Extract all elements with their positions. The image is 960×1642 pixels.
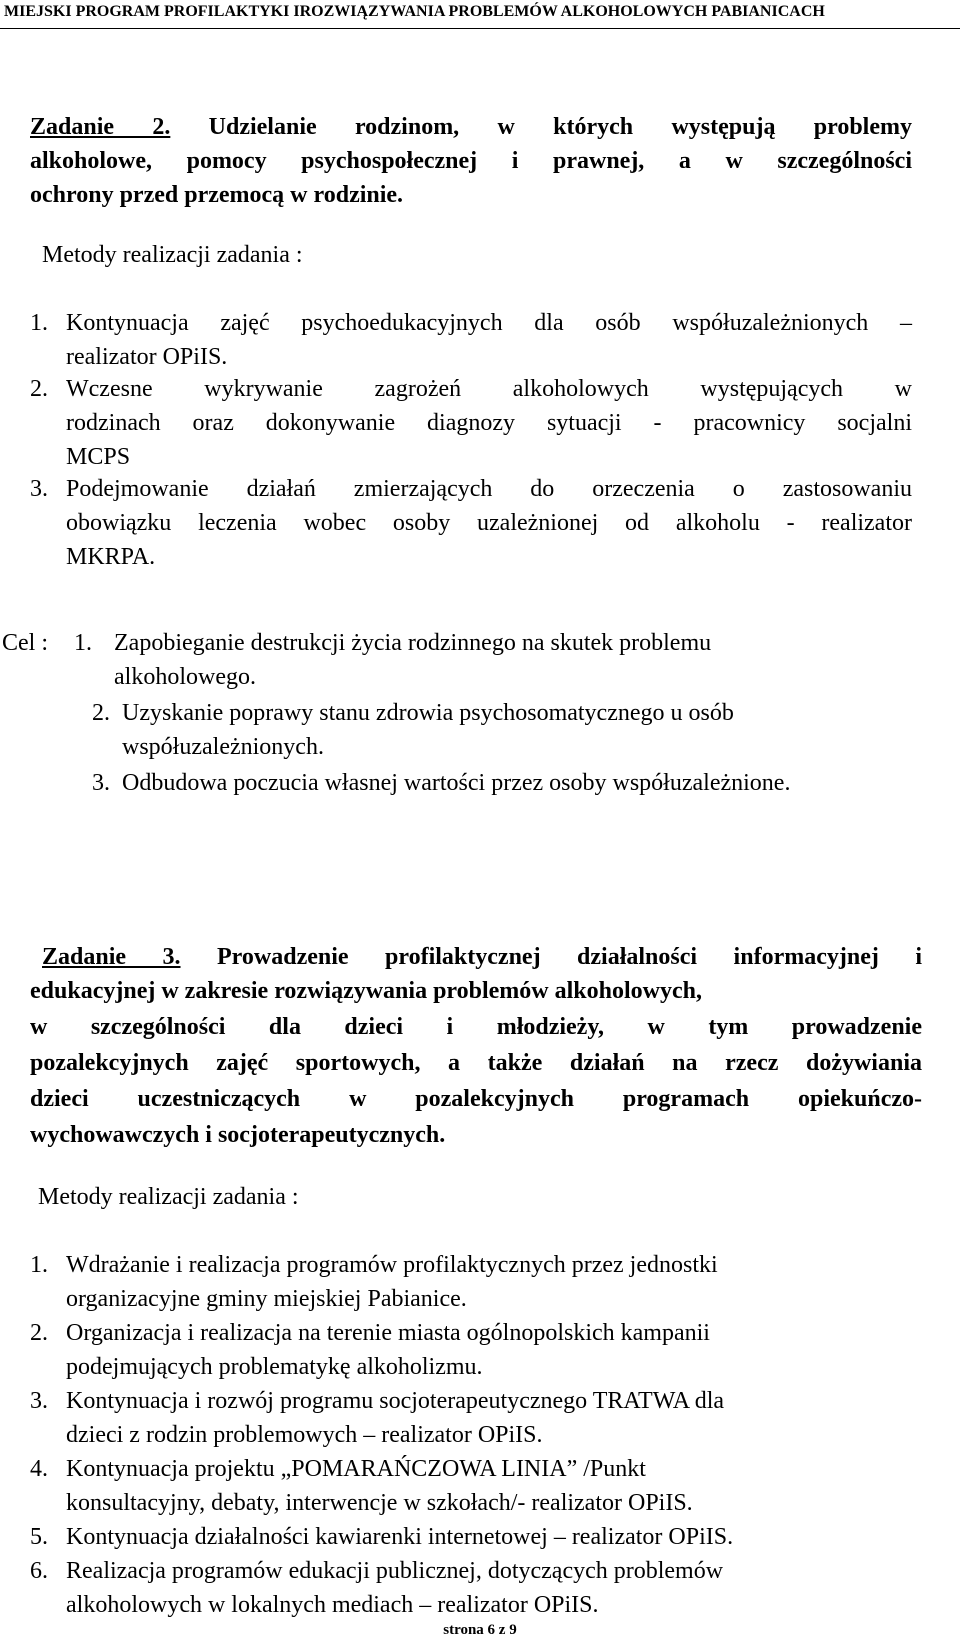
list-text: realizator OPiIS.: [66, 344, 228, 370]
task2-label: Zadanie 2.: [30, 114, 171, 140]
list-number: 1.: [30, 310, 48, 336]
list-text: Odbudowa poczucia własnej wartości przez osoby współuzależnione.: [122, 770, 791, 796]
list-number: 3.: [30, 476, 48, 502]
task2-title-line-1: [30, 110, 912, 144]
list-text: Organizacja i realizacja na terenie miasta ogólnopolskich kampanii: [66, 1320, 710, 1346]
list-text: rodzinach oraz dokonywanie diagnozy sytuacji - pracownicy socjalni: [66, 410, 912, 436]
page-number: strona 6 z 9: [443, 1622, 517, 1638]
list-text: Realizacja programów edukacji publicznej, dotyczących problemów: [66, 1558, 724, 1584]
task2-title-line-3: ochrony przed przemocą w rodzinie.: [30, 182, 404, 208]
list-text: Wczesne wykrywanie zagrożeń alkoholowych występujących w: [66, 376, 912, 402]
list-number: 2.: [92, 700, 110, 726]
list-text: Kontynuacja projektu „POMARAŃCZOWA LINIA” /Punkt: [66, 1456, 646, 1482]
list-text: MCPS: [66, 444, 131, 470]
list-number: 2.: [30, 1320, 48, 1346]
list-text: Kontynuacja zajęć psychoedukacyjnych dla osób współuzależnionych –: [66, 310, 912, 336]
task2-methods-heading: Metody realizacji zadania :: [42, 242, 303, 268]
task3-title-line-4: pozalekcyjnych zajęć sportowych, a także działań na rzecz dożywiania: [30, 1050, 922, 1076]
task3-title-line-3: w szczególności dla dzieci i młodzieży, w tym prowadzenie: [30, 1014, 922, 1040]
list-text: współuzależnionych.: [122, 734, 324, 760]
header-rule: [0, 28, 960, 29]
task3-label: Zadanie 3.: [42, 944, 181, 970]
task2-title-line-2: alkoholowe, pomocy psychospołecznej i prawnej, a w szczególności: [30, 148, 912, 174]
task3-title-line-2: edukacyjnej w zakresie rozwiązywania problemów alkoholowych,: [30, 978, 702, 1004]
list-text: Kontynuacja działalności kawiarenki internetowej – realizator OPiIS.: [66, 1524, 734, 1550]
list-text: obowiązku leczenia wobec osoby uzależnionej od alkoholu - realizator: [66, 510, 912, 536]
list-number: 5.: [30, 1524, 48, 1550]
list-text: alkoholowego.: [114, 664, 256, 690]
list-text: Podejmowanie działań zmierzających do orzeczenia o zastosowaniu: [66, 476, 912, 502]
list-number: 1.: [74, 630, 92, 656]
list-text: organizacyjne gminy miejskiej Pabianice.: [66, 1286, 467, 1312]
task3-title-line-6: wychowawczych i socjoterapeutycznych.: [30, 1122, 446, 1148]
task3-title-line-5: dzieci uczestniczących w pozalekcyjnych programach opiekuńczo-: [30, 1086, 922, 1112]
list-number: 2.: [30, 376, 48, 402]
list-number: 3.: [30, 1388, 48, 1414]
list-text: Kontynuacja i rozwój programu socjoterapeutycznego TRATWA dla: [66, 1388, 725, 1414]
list-text: konsultacyjny, debaty, interwencje w szkołach/- realizator OPiIS.: [66, 1490, 693, 1516]
list-text: alkoholowych w lokalnych mediach – realizator OPiIS.: [66, 1592, 599, 1618]
list-number: 6.: [30, 1558, 48, 1584]
list-number: 4.: [30, 1456, 48, 1482]
task3-title-text-1: Prowadzenie profilaktycznej działalności informacyjnej i: [217, 944, 923, 970]
task3-methods-heading: Metody realizacji zadania :: [38, 1184, 299, 1210]
list-text: Wdrażanie i realizacja programów profilaktycznych przez jednostki: [66, 1252, 718, 1278]
list-number: 1.: [30, 1252, 48, 1278]
list-number: 3.: [92, 770, 110, 796]
running-header: MIEJSKI PROGRAM PROFILAKTYKI IROZWIĄZYWANIA PROBLEMÓW ALKOHOLOWYCH PABIANICACH: [4, 3, 825, 20]
list-text: podejmujących problematykę alkoholizmu.: [66, 1354, 483, 1380]
list-text: Zapobieganie destrukcji życia rodzinnego na skutek problemu: [114, 630, 712, 656]
goal-label: Cel :: [2, 630, 48, 656]
task3-title-line-1: [42, 940, 922, 974]
list-text: MKRPA.: [66, 544, 156, 570]
task2-title-text-1: Udzielanie rodzinom, w których występują problemy: [208, 114, 912, 140]
list-text: dzieci z rodzin problemowych – realizator OPiIS.: [66, 1422, 543, 1448]
list-text: Uzyskanie poprawy stanu zdrowia psychosomatycznego u osób: [122, 700, 734, 726]
